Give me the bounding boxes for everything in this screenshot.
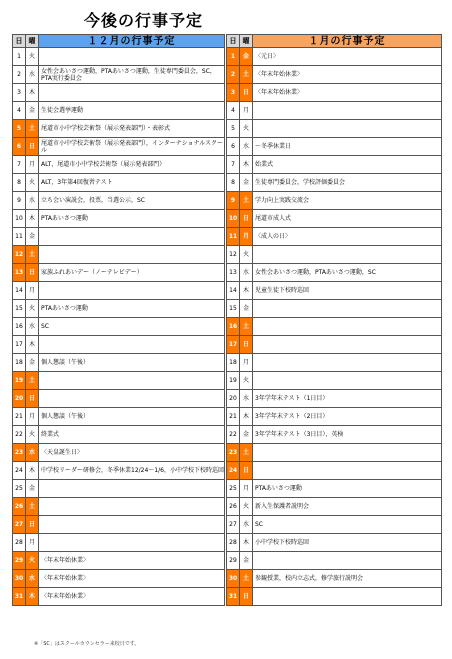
schedule-row [13,300,225,318]
weekday-cell: 月 [240,480,253,498]
day-cell: 8 [227,174,240,192]
schedule-row [227,210,442,228]
event-cell [253,300,442,318]
weekday-cell: 水 [240,138,253,156]
day-cell: 31 [227,588,240,606]
event-cell: 女性会あいさつ運動，PTAあいさつ運動，生徒専門委員会，SC，PTA実行委員会 [39,66,225,84]
weekday-cell: 土 [26,120,39,138]
weekday-cell: 火 [26,48,39,66]
event-cell [39,246,225,264]
weekday-cell: 日 [26,390,39,408]
december-schedule [12,34,225,606]
schedule-row [227,408,442,426]
event-cell: 立ち会い演説会，投票，当選公示，SC [39,192,225,210]
event-cell [253,588,442,606]
schedule-row [227,354,442,372]
weekday-cell: 土 [26,246,39,264]
footnote: ※「SC」はスクールカウンセラー来校日です。 [34,641,140,647]
day-cell: 9 [13,192,26,210]
event-cell: 〈成人の日〉 [253,228,442,246]
schedule-row [227,516,442,534]
event-cell: 〈天皇誕生日〉 [39,444,225,462]
schedule-row [13,264,225,282]
day-cell: 4 [13,102,26,120]
schedule-row [13,174,225,192]
day-cell: 24 [227,462,240,480]
january-schedule [226,34,442,606]
day-cell: 30 [227,570,240,588]
day-cell: 11 [13,228,26,246]
day-header: 日 [13,35,26,48]
day-cell: 18 [13,354,26,372]
event-cell: SC [39,318,225,336]
event-cell [253,336,442,354]
schedule-row [13,444,225,462]
schedule-row [227,282,442,300]
weekday-cell: 水 [240,264,253,282]
weekday-cell: 火 [26,300,39,318]
schedule-row [13,102,225,120]
event-cell: 〈年末年始休業〉 [39,588,225,606]
weekday-cell: 日 [240,462,253,480]
schedule-row [13,552,225,570]
weekday-cell: 水 [26,318,39,336]
day-cell: 25 [13,480,26,498]
weekday-cell: 木 [240,408,253,426]
event-cell: 終業式 [39,426,225,444]
event-cell [253,246,442,264]
weekday-cell: 木 [26,210,39,228]
day-cell: 31 [13,588,26,606]
schedule-row [13,282,225,300]
event-cell: 中学校リーダー研修会，冬季休業12/24～1/6，小中学校下校時巡回 [39,462,225,480]
event-cell: 生徒会選挙運動 [39,102,225,120]
day-cell: 27 [13,516,26,534]
weekday-cell: 火 [240,372,253,390]
event-cell: PTAあいさつ運動 [253,480,442,498]
day-cell: 26 [227,498,240,516]
schedule-row [227,120,442,138]
january-header: １月の行事予定 [253,35,442,48]
day-cell: 10 [13,210,26,228]
event-cell [39,372,225,390]
event-cell: 〈年末年始休業〉 [253,66,442,84]
event-cell: 始業式 [253,156,442,174]
day-cell: 1 [13,48,26,66]
event-cell: ALT，3年第4回復習テスト [39,174,225,192]
weekday-cell: 日 [240,336,253,354]
event-cell [253,372,442,390]
schedule-row [13,534,225,552]
day-cell: 12 [227,246,240,264]
schedule-row [227,264,442,282]
weekday-cell: 水 [26,444,39,462]
day-cell: 27 [227,516,240,534]
weekday-cell: 土 [240,318,253,336]
event-cell [39,336,225,354]
day-cell: 14 [227,282,240,300]
day-cell: 28 [13,534,26,552]
event-cell: ALT，尾道市小中学校芸術祭（展示発表部門） [39,156,225,174]
page-title: 今後の行事予定 [84,11,204,30]
schedule-row [227,426,442,444]
schedule-row [13,246,225,264]
schedule-row [13,192,225,210]
schedule-row [13,120,225,138]
schedule-row [227,498,442,516]
schedule-row [13,480,225,498]
weekday-cell: 月 [26,408,39,426]
day-cell: 16 [13,318,26,336]
weekday-cell: 日 [240,84,253,102]
event-cell [39,516,225,534]
event-cell: PTAあいさつ運動 [39,300,225,318]
schedule-row [227,336,442,354]
day-cell: 24 [13,462,26,480]
schedule-row [227,66,442,84]
weekday-cell: 日 [240,588,253,606]
weekday-cell: 火 [26,174,39,192]
day-cell: 7 [227,156,240,174]
event-cell: ～冬季休業日 [253,138,442,156]
day-cell: 9 [227,192,240,210]
weekday-cell: 木 [26,588,39,606]
schedule-row [13,372,225,390]
schedule-row [13,318,225,336]
day-cell: 3 [13,84,26,102]
schedule-row [227,462,442,480]
event-cell: PTAあいさつ運動 [39,210,225,228]
schedule-row [13,66,225,84]
event-cell [253,120,442,138]
day-cell: 10 [227,210,240,228]
weekday-cell: 金 [240,174,253,192]
day-cell: 1 [227,48,240,66]
weekday-cell: 金 [26,102,39,120]
schedule-row [227,84,442,102]
event-cell [39,480,225,498]
weekday-cell: 月 [26,282,39,300]
weekday-cell: 水 [26,66,39,84]
schedule-row [13,84,225,102]
event-cell [253,552,442,570]
event-cell: 小中学校下校時巡回 [253,534,442,552]
event-cell: 家族ふれあいデー（ノーテレビデー） [39,264,225,282]
weekday-cell: 水 [240,516,253,534]
event-cell: 個人懇談（午後） [39,408,225,426]
schedule-row [227,588,442,606]
weekday-cell: 金 [26,480,39,498]
event-cell: SC [253,516,442,534]
event-cell: 3年学年末テスト（2日目） [253,408,442,426]
weekday-cell: 火 [240,246,253,264]
event-cell: 3年学年末テスト（3日目），英検 [253,426,442,444]
schedule-row [13,48,225,66]
day-cell: 2 [13,66,26,84]
schedule-row [227,192,442,210]
day-cell: 18 [227,354,240,372]
schedule-row [227,300,442,318]
day-cell: 15 [227,300,240,318]
weekday-cell: 木 [240,282,253,300]
day-cell: 11 [227,228,240,246]
day-cell: 13 [13,264,26,282]
weekday-cell: 火 [240,498,253,516]
day-cell: 15 [13,300,26,318]
schedule-row [13,390,225,408]
event-cell [253,354,442,372]
weekday-cell: 木 [26,462,39,480]
schedule-row [227,480,442,498]
day-cell: 17 [13,336,26,354]
schedule-row [227,138,442,156]
event-cell [39,228,225,246]
schedule-row [227,552,442,570]
weekday-cell: 金 [240,426,253,444]
schedule-row [13,426,225,444]
schedule-row [13,354,225,372]
day-cell: 13 [227,264,240,282]
schedule-row [227,534,442,552]
day-cell: 14 [13,282,26,300]
day-cell: 29 [13,552,26,570]
weekday-cell: 土 [240,444,253,462]
schedule-row [227,228,442,246]
event-cell: 尾道市成人式 [253,210,442,228]
schedule-row [227,156,442,174]
weekday-cell: 水 [240,390,253,408]
day-cell: 5 [227,120,240,138]
weekday-cell: 土 [240,192,253,210]
weekday-cell: 金 [26,228,39,246]
weekday-cell: 日 [26,264,39,282]
weekday-cell: 月 [26,534,39,552]
event-cell [253,462,442,480]
day-cell: 22 [13,426,26,444]
schedule-row [227,174,442,192]
weekday-cell: 月 [240,354,253,372]
day-cell: 29 [227,552,240,570]
event-cell: 女性会あいさつ運動，PTAあいさつ運動，SC [253,264,442,282]
day-cell: 26 [13,498,26,516]
weekday-cell: 日 [240,210,253,228]
event-cell [253,318,442,336]
schedule-row [227,246,442,264]
schedule-row [13,210,225,228]
weekday-cell: 土 [240,570,253,588]
schedule-row [13,138,225,156]
weekday-cell: 土 [26,372,39,390]
event-cell: 学力向上実践交流会 [253,192,442,210]
event-cell [39,390,225,408]
weekday-cell: 木 [26,84,39,102]
day-cell: 20 [13,390,26,408]
day-cell: 19 [13,372,26,390]
day-header: 日 [227,35,240,48]
schedule-row [13,570,225,588]
day-cell: 23 [227,444,240,462]
weekday-header: 曜 [26,35,39,48]
day-cell: 4 [227,102,240,120]
event-cell: 新入生保護者説明会 [253,498,442,516]
day-cell: 7 [13,156,26,174]
schedule-row [13,336,225,354]
weekday-cell: 水 [26,192,39,210]
day-cell: 3 [227,84,240,102]
weekday-cell: 木 [240,534,253,552]
day-cell: 6 [227,138,240,156]
schedule-row [13,516,225,534]
december-header: １２月の行事予定 [39,35,225,48]
weekday-cell: 金 [240,552,253,570]
weekday-cell: 月 [240,102,253,120]
weekday-cell: 月 [240,228,253,246]
schedule-row [13,498,225,516]
weekday-cell: 月 [26,156,39,174]
event-cell: 尾道市小中学校芸術祭（展示発表部門）・表彰式 [39,120,225,138]
day-cell: 6 [13,138,26,156]
weekday-cell: 水 [26,570,39,588]
weekday-cell: 木 [26,336,39,354]
event-cell [39,498,225,516]
weekday-cell: 金 [240,300,253,318]
event-cell: 尾道市小中学校芸術祭（展示発表部門），インターナショナルスクール [39,138,225,156]
day-cell: 8 [13,174,26,192]
event-cell: 〈元日〉 [253,48,442,66]
schedule-row [227,48,442,66]
schedule-row [227,372,442,390]
event-cell [39,282,225,300]
event-cell: 児童生徒下校時巡回 [253,282,442,300]
event-cell [39,48,225,66]
event-cell: 〈年末年始休業〉 [39,552,225,570]
event-cell: 〈年末年始休業〉 [253,84,442,102]
day-cell: 21 [13,408,26,426]
day-cell: 2 [227,66,240,84]
day-cell: 12 [13,246,26,264]
event-cell: 3年学年末テスト（1日目） [253,390,442,408]
weekday-cell: 日 [26,516,39,534]
schedule-row [227,444,442,462]
schedule-row [13,408,225,426]
day-cell: 19 [227,372,240,390]
event-cell: 参観授業，校内立志式，修学旅行説明会 [253,570,442,588]
day-cell: 20 [227,390,240,408]
weekday-cell: 日 [26,138,39,156]
schedule-row [227,318,442,336]
schedule-row [13,228,225,246]
weekday-header: 曜 [240,35,253,48]
event-cell: 個人懇談（午後） [39,354,225,372]
event-cell: 生徒専門委員会，学校評価委員会 [253,174,442,192]
weekday-cell: 火 [26,426,39,444]
day-cell: 16 [227,318,240,336]
event-cell [39,84,225,102]
schedule-row [227,570,442,588]
schedule-row [13,588,225,606]
day-cell: 22 [227,426,240,444]
event-cell [39,534,225,552]
weekday-cell: 金 [26,354,39,372]
schedule-row [13,156,225,174]
day-cell: 21 [227,408,240,426]
day-cell: 25 [227,480,240,498]
weekday-cell: 木 [240,156,253,174]
schedule-row [13,462,225,480]
weekday-cell: 土 [240,66,253,84]
weekday-cell: 金 [240,48,253,66]
event-cell [253,444,442,462]
weekday-cell: 火 [240,120,253,138]
schedule-row [227,102,442,120]
day-cell: 23 [13,444,26,462]
weekday-cell: 土 [26,498,39,516]
event-cell: 〈年末年始休業〉 [39,570,225,588]
event-cell [253,102,442,120]
day-cell: 5 [13,120,26,138]
day-cell: 17 [227,336,240,354]
day-cell: 28 [227,534,240,552]
schedule-row [227,390,442,408]
day-cell: 30 [13,570,26,588]
weekday-cell: 火 [26,552,39,570]
